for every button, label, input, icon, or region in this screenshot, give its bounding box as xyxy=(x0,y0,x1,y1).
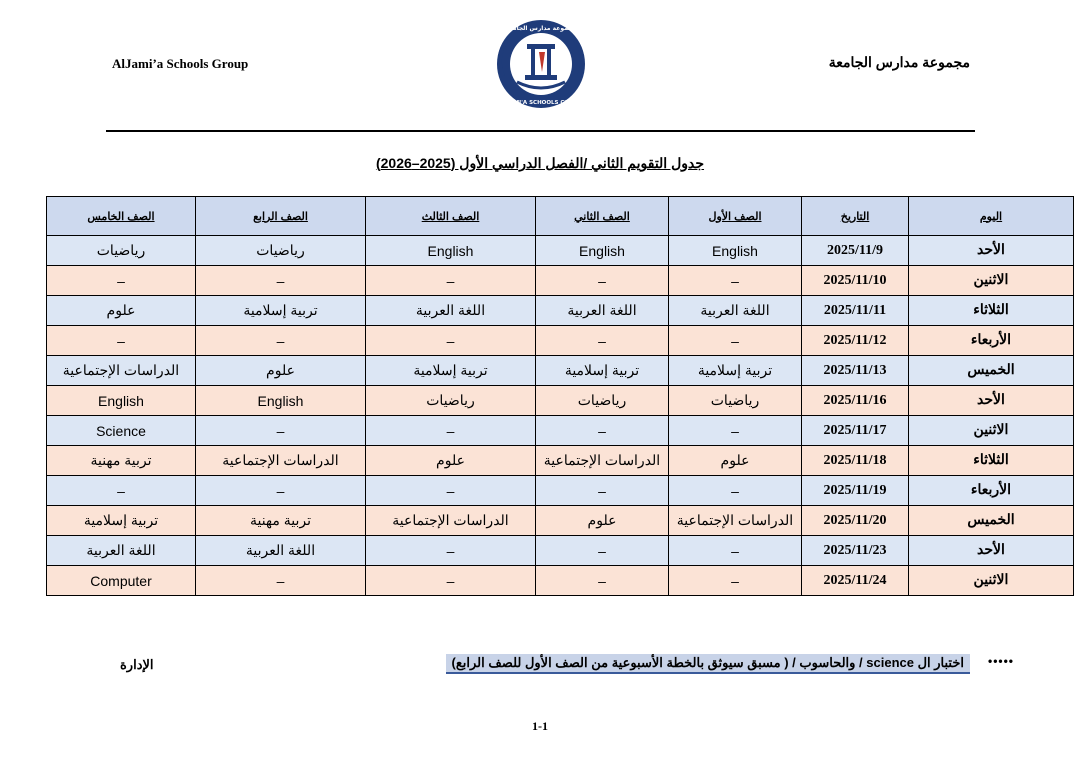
footer-admin: الإدارة xyxy=(120,657,154,672)
cell-subject-g5: Computer xyxy=(47,566,196,596)
page-title: جدول التقويم الثاني /الفصل الدراسي الأول (2025–2026) xyxy=(375,155,705,171)
logo-pillar-base xyxy=(525,75,557,80)
cell-subject-g4: تربية إسلامية xyxy=(196,296,366,326)
header-grade-3: الصف الثالث xyxy=(366,197,536,236)
cell-day: الثلاثاء xyxy=(909,446,1074,476)
cell-subject-g3: رياضيات xyxy=(366,386,536,416)
cell-subject-g5: تربية مهنية xyxy=(47,446,196,476)
header-divider xyxy=(106,130,975,132)
cell-subject-g4: رياضيات xyxy=(196,236,366,266)
cell-subject-g1: – xyxy=(669,326,802,356)
footer-note: اختبار ال science / والحاسوب / ( مسبق سيوثق بالخطة الأسبوعية من الصف الأول للصف الرابع) xyxy=(446,654,971,674)
cell-subject-g1: – xyxy=(669,566,802,596)
cell-subject-g2: – xyxy=(536,416,669,446)
table-row xyxy=(47,356,1074,386)
table-row xyxy=(47,446,1074,476)
cell-subject-g3: – xyxy=(366,326,536,356)
cell-subject-g1: – xyxy=(669,266,802,296)
school-logo xyxy=(489,16,593,112)
cell-subject-g3: English xyxy=(366,236,536,266)
header-grade-1: الصف الأول xyxy=(669,197,802,236)
exam-schedule-table xyxy=(46,196,1074,596)
table-row xyxy=(47,266,1074,296)
cell-subject-g4: – xyxy=(196,266,366,296)
cell-subject-g1: الدراسات الإجتماعية xyxy=(669,506,802,536)
school-name-english: AlJami’a Schools Group xyxy=(112,56,249,71)
logo-pillar-top xyxy=(527,44,555,49)
cell-subject-g4: – xyxy=(196,566,366,596)
cell-date: 2025/11/16 xyxy=(802,386,909,416)
cell-subject-g3: علوم xyxy=(366,446,536,476)
cell-subject-g5: تربية إسلامية xyxy=(47,506,196,536)
cell-subject-g4: اللغة العربية xyxy=(196,536,366,566)
cell-subject-g4: – xyxy=(196,326,366,356)
header-day: اليوم xyxy=(909,197,1074,236)
cell-subject-g1: – xyxy=(669,536,802,566)
cell-date: 2025/11/11 xyxy=(802,296,909,326)
logo-pillar-left xyxy=(531,49,535,75)
table-row xyxy=(47,386,1074,416)
header-grade-2: الصف الثاني xyxy=(536,197,669,236)
cell-day: الخميس xyxy=(909,506,1074,536)
cell-subject-g5: الدراسات الإجتماعية xyxy=(47,356,196,386)
cell-subject-g2: – xyxy=(536,566,669,596)
cell-date: 2025/11/10 xyxy=(802,266,909,296)
cell-day: الأحد xyxy=(909,236,1074,266)
cell-subject-g2: – xyxy=(536,476,669,506)
cell-subject-g3: – xyxy=(366,476,536,506)
page-number: 1-1 xyxy=(532,719,548,733)
header-grade-5: الصف الخامس xyxy=(47,197,196,236)
cell-subject-g2: English xyxy=(536,236,669,266)
cell-subject-g3: الدراسات الإجتماعية xyxy=(366,506,536,536)
cell-day: الاثنين xyxy=(909,266,1074,296)
header-grade-4: الصف الرابع xyxy=(196,197,366,236)
cell-subject-g3: – xyxy=(366,566,536,596)
cell-subject-g3: – xyxy=(366,536,536,566)
table-row xyxy=(47,416,1074,446)
cell-subject-g5: – xyxy=(47,476,196,506)
cell-subject-g4: علوم xyxy=(196,356,366,386)
cell-date: 2025/11/20 xyxy=(802,506,909,536)
cell-subject-g1: تربية إسلامية xyxy=(669,356,802,386)
cell-subject-g3: تربية إسلامية xyxy=(366,356,536,386)
header-date: التاريخ xyxy=(802,197,909,236)
table-row xyxy=(47,536,1074,566)
cell-day: الثلاثاء xyxy=(909,296,1074,326)
logo-pillar-right xyxy=(547,49,551,75)
table-row xyxy=(47,506,1074,536)
table-row xyxy=(47,326,1074,356)
cell-subject-g4: – xyxy=(196,416,366,446)
cell-day: الأحد xyxy=(909,536,1074,566)
cell-day: الأربعاء xyxy=(909,476,1074,506)
footer-bullets: ••••• xyxy=(988,654,1015,668)
cell-subject-g5: – xyxy=(47,326,196,356)
cell-subject-g1: – xyxy=(669,476,802,506)
cell-subject-g1: علوم xyxy=(669,446,802,476)
cell-subject-g1: رياضيات xyxy=(669,386,802,416)
table-row xyxy=(47,476,1074,506)
table-row xyxy=(47,236,1074,266)
cell-subject-g5: اللغة العربية xyxy=(47,536,196,566)
cell-day: الأربعاء xyxy=(909,326,1074,356)
cell-date: 2025/11/17 xyxy=(802,416,909,446)
cell-subject-g2: اللغة العربية xyxy=(536,296,669,326)
cell-subject-g5: علوم xyxy=(47,296,196,326)
cell-date: 2025/11/24 xyxy=(802,566,909,596)
cell-subject-g1: اللغة العربية xyxy=(669,296,802,326)
cell-subject-g3: اللغة العربية xyxy=(366,296,536,326)
cell-date: 2025/11/13 xyxy=(802,356,909,386)
cell-subject-g5: رياضيات xyxy=(47,236,196,266)
table-row xyxy=(47,566,1074,596)
cell-day: الاثنين xyxy=(909,416,1074,446)
cell-subject-g2: الدراسات الإجتماعية xyxy=(536,446,669,476)
logo-text-bottom: ALJAMI'A SCHOOLS GROUP xyxy=(499,100,583,106)
school-name-arabic: مجموعة مدارس الجامعة xyxy=(828,54,970,70)
cell-day: الاثنين xyxy=(909,566,1074,596)
cell-day: الأحد xyxy=(909,386,1074,416)
cell-subject-g5: Science xyxy=(47,416,196,446)
cell-subject-g1: English xyxy=(669,236,802,266)
cell-subject-g2: – xyxy=(536,266,669,296)
cell-subject-g4: – xyxy=(196,476,366,506)
cell-subject-g2: علوم xyxy=(536,506,669,536)
cell-subject-g2: رياضيات xyxy=(536,386,669,416)
cell-subject-g4: English xyxy=(196,386,366,416)
cell-date: 2025/11/19 xyxy=(802,476,909,506)
cell-date: 2025/11/12 xyxy=(802,326,909,356)
cell-date: 2025/11/18 xyxy=(802,446,909,476)
cell-date: 2025/11/9 xyxy=(802,236,909,266)
table-row xyxy=(47,296,1074,326)
cell-subject-g3: – xyxy=(366,416,536,446)
table-header-row xyxy=(47,197,1074,236)
cell-subject-g5: English xyxy=(47,386,196,416)
cell-subject-g4: الدراسات الإجتماعية xyxy=(196,446,366,476)
cell-subject-g5: – xyxy=(47,266,196,296)
cell-day: الخميس xyxy=(909,356,1074,386)
cell-subject-g3: – xyxy=(366,266,536,296)
cell-subject-g4: تربية مهنية xyxy=(196,506,366,536)
cell-subject-g1: – xyxy=(669,416,802,446)
cell-date: 2025/11/23 xyxy=(802,536,909,566)
logo-text-top: مجموعة مدارس الجامعة xyxy=(505,25,577,32)
cell-subject-g2: – xyxy=(536,326,669,356)
cell-subject-g2: تربية إسلامية xyxy=(536,356,669,386)
cell-subject-g2: – xyxy=(536,536,669,566)
